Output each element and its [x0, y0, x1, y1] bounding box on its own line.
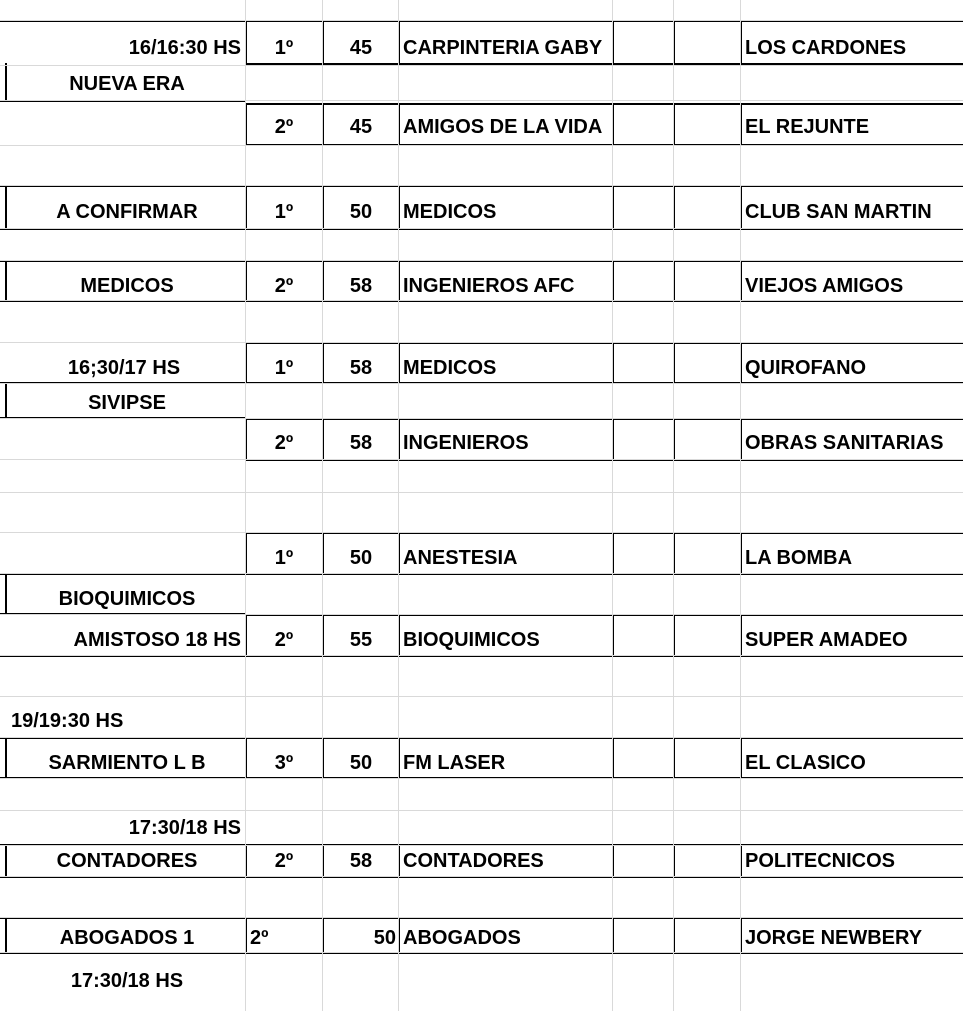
- away-team-cell[interactable]: CLUB SAN MARTIN: [745, 201, 932, 223]
- gridline-horizontal: [0, 418, 963, 419]
- gridline-horizontal: [0, 876, 963, 877]
- away-team-cell[interactable]: VIEJOS AMIGOS: [745, 275, 904, 297]
- category-cell[interactable]: 2º: [274, 432, 294, 454]
- minutes-cell[interactable]: 58: [349, 432, 373, 454]
- cell-border: [5, 844, 7, 876]
- gridline-horizontal: [0, 573, 963, 574]
- venue-cell[interactable]: SARMIENTO L B: [48, 752, 206, 774]
- gridline-horizontal: [0, 459, 963, 460]
- category-cell[interactable]: 2º: [274, 850, 294, 872]
- gridline-vertical: [322, 0, 323, 1011]
- time-cell[interactable]: 19/19:30 HS: [11, 710, 124, 732]
- category-cell[interactable]: 2º: [274, 275, 294, 297]
- time-cell[interactable]: 17:30/18 HS: [128, 817, 241, 839]
- venue-cell[interactable]: CONTADORES: [56, 850, 198, 872]
- cell-border: [5, 382, 7, 417]
- gridline-vertical: [673, 0, 674, 1011]
- minutes-cell[interactable]: 50: [349, 752, 373, 774]
- minutes-cell[interactable]: 45: [349, 116, 373, 138]
- gridline-horizontal: [0, 492, 963, 493]
- venue-cell[interactable]: A CONFIRMAR: [56, 201, 198, 223]
- gridline-horizontal: [0, 20, 963, 21]
- cell-border: [5, 737, 7, 777]
- venue-cell[interactable]: ABOGADOS 1: [59, 927, 195, 949]
- away-team-cell[interactable]: LA BOMBA: [745, 547, 853, 569]
- gridline-horizontal: [0, 185, 963, 186]
- gridline-horizontal: [0, 810, 963, 811]
- venue-cell[interactable]: MEDICOS: [80, 275, 174, 297]
- minutes-cell[interactable]: 58: [349, 850, 373, 872]
- cell-border: [5, 63, 7, 100]
- cell-border: [5, 573, 7, 613]
- minutes-cell[interactable]: 45: [349, 37, 373, 59]
- home-team-cell[interactable]: CARPINTERIA GABY: [403, 37, 603, 59]
- gridline-horizontal: [0, 917, 963, 918]
- home-team-cell[interactable]: ABOGADOS: [403, 927, 521, 949]
- category-cell[interactable]: 1º: [274, 37, 294, 59]
- gridline-horizontal: [0, 696, 963, 697]
- away-team-cell[interactable]: QUIROFANO: [745, 357, 867, 379]
- gridline-vertical: [740, 0, 741, 1011]
- time-cell[interactable]: 16/16:30 HS: [128, 37, 241, 59]
- cell-border: [5, 185, 7, 228]
- cell-border: [5, 260, 7, 300]
- gridline-vertical: [245, 0, 246, 1011]
- minutes-cell[interactable]: 58: [349, 275, 373, 297]
- gridline-horizontal: [0, 532, 963, 533]
- minutes-cell[interactable]: 58: [349, 357, 373, 379]
- gridline-horizontal: [0, 952, 963, 953]
- away-team-cell[interactable]: EL CLASICO: [745, 752, 866, 774]
- category-cell[interactable]: 1º: [274, 357, 294, 379]
- minutes-cell[interactable]: 50: [349, 547, 373, 569]
- gridline-horizontal: [0, 342, 963, 343]
- gridline-horizontal: [0, 778, 963, 779]
- away-team-cell[interactable]: JORGE NEWBERY: [745, 927, 923, 949]
- time-cell[interactable]: 17:30/18 HS: [70, 970, 184, 992]
- away-team-cell[interactable]: LOS CARDONES: [745, 37, 907, 59]
- home-team-cell[interactable]: INGENIEROS AFC: [403, 275, 575, 297]
- gridline-horizontal: [0, 100, 963, 101]
- minutes-cell[interactable]: 55: [349, 629, 373, 651]
- category-cell[interactable]: 2º: [250, 927, 269, 949]
- away-team-cell[interactable]: SUPER AMADEO: [745, 629, 908, 651]
- home-team-cell[interactable]: BIOQUIMICOS: [403, 629, 540, 651]
- category-cell[interactable]: 1º: [274, 201, 294, 223]
- gridline-horizontal: [0, 655, 963, 656]
- minutes-cell[interactable]: 50: [349, 201, 373, 223]
- gridline-vertical: [612, 0, 613, 1011]
- category-cell[interactable]: 2º: [274, 629, 294, 651]
- venue-cell[interactable]: NUEVA ERA: [69, 73, 185, 95]
- away-team-cell[interactable]: EL REJUNTE: [745, 116, 870, 138]
- gridline-horizontal: [0, 145, 963, 146]
- home-team-cell[interactable]: INGENIEROS: [403, 432, 529, 454]
- gridline-horizontal: [0, 65, 963, 66]
- gridline-horizontal: [0, 737, 963, 738]
- gridline-horizontal: [0, 614, 963, 615]
- category-cell[interactable]: 2º: [274, 116, 294, 138]
- gridline-horizontal: [0, 383, 963, 384]
- category-cell[interactable]: 1º: [274, 547, 294, 569]
- gridline-horizontal: [0, 260, 963, 261]
- category-cell[interactable]: 3º: [274, 752, 294, 774]
- home-team-cell[interactable]: CONTADORES: [403, 850, 544, 872]
- away-team-cell[interactable]: POLITECNICOS: [745, 850, 896, 872]
- cell-border: [245, 103, 963, 105]
- home-team-cell[interactable]: MEDICOS: [403, 201, 497, 223]
- cell-border: [5, 917, 7, 952]
- time-cell[interactable]: AMISTOSO 18 HS: [73, 629, 241, 651]
- time-cell[interactable]: 16;30/17 HS: [67, 357, 181, 379]
- home-team-cell[interactable]: FM LASER: [403, 752, 506, 774]
- home-team-cell[interactable]: AMIGOS DE LA VIDA: [403, 116, 603, 138]
- venue-cell[interactable]: SIVIPSE: [88, 392, 166, 414]
- gridline-horizontal: [0, 228, 963, 229]
- gridline-vertical: [398, 0, 399, 1011]
- home-team-cell[interactable]: ANESTESIA: [403, 547, 518, 569]
- away-team-cell[interactable]: OBRAS SANITARIAS: [745, 432, 944, 454]
- home-team-cell[interactable]: MEDICOS: [403, 357, 497, 379]
- gridline-horizontal: [0, 300, 963, 301]
- venue-cell[interactable]: BIOQUIMICOS: [58, 588, 196, 610]
- gridline-horizontal: [0, 845, 963, 846]
- minutes-cell[interactable]: 50: [373, 927, 396, 949]
